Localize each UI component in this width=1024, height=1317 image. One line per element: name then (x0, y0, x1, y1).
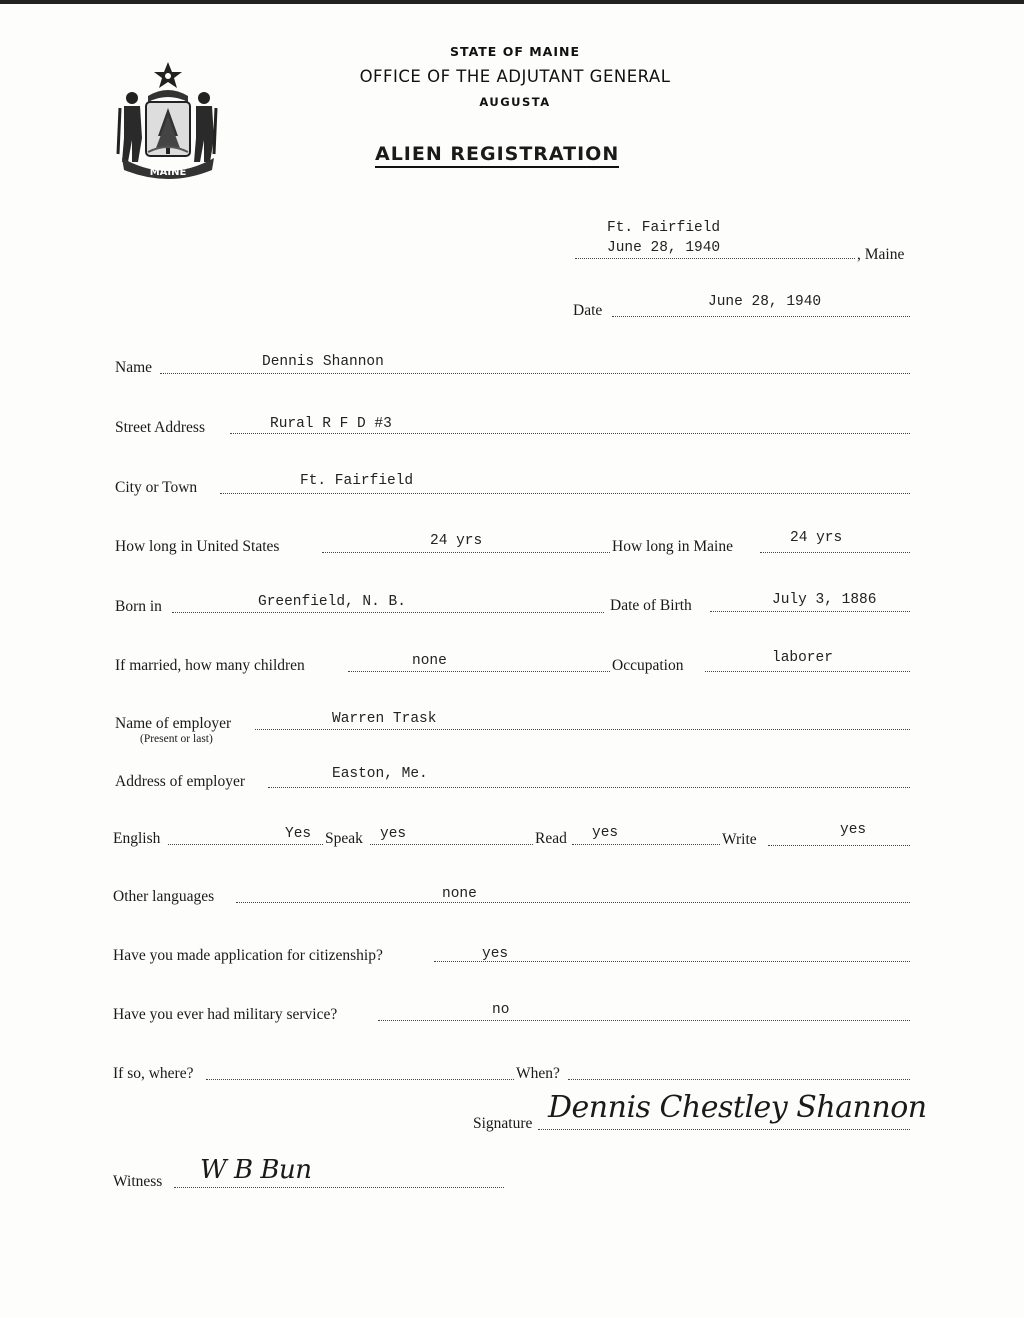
born-value: Greenfield, N. B. (258, 594, 406, 610)
children-label: If married, how many children (115, 657, 305, 674)
street-line (230, 433, 910, 434)
write-line (768, 845, 910, 846)
witness-value: W B Bun (200, 1155, 312, 1185)
read-label: Read (535, 830, 567, 847)
when-line (568, 1079, 910, 1080)
occupation-value: laborer (772, 650, 833, 666)
citizenship-label: Have you made application for citizenship? (113, 947, 383, 964)
maine-years-label: How long in Maine (612, 538, 733, 555)
state-heading: STATE OF MAINE (450, 44, 580, 59)
office-heading: OFFICE OF THE ADJUTANT GENERAL (359, 67, 671, 86)
employer-value: Warren Trask (332, 711, 437, 727)
employer-line (255, 729, 910, 730)
where-label: If so, where? (113, 1065, 194, 1082)
born-label: Born in (115, 598, 162, 615)
place-date-value: June 28, 1940 (607, 240, 721, 256)
top-border (0, 0, 1024, 4)
name-value: Dennis Shannon (262, 354, 384, 370)
signature-label: Signature (473, 1115, 533, 1132)
speak-value: yes (380, 826, 407, 842)
english-line (168, 844, 323, 845)
read-value: yes (592, 825, 619, 841)
children-line (348, 671, 610, 672)
date-line (612, 316, 910, 317)
us-years-line (322, 552, 610, 553)
us-years-label: How long in United States (115, 538, 280, 555)
place-town-value: Ft. Fairfield (607, 220, 721, 236)
read-line (572, 844, 720, 845)
born-line (172, 612, 604, 613)
maine-years-value: 24 yrs (790, 530, 843, 546)
city-value: Ft. Fairfield (300, 473, 414, 489)
where-line (206, 1079, 514, 1080)
signature-value: Dennis Chestley Shannon (548, 1090, 927, 1125)
employer-address-label: Address of employer (115, 773, 245, 790)
occupation-line (705, 671, 910, 672)
city-heading: AUGUSTA (479, 95, 551, 109)
witness-line (174, 1187, 504, 1188)
seal-banner-text: MAINE (149, 167, 187, 178)
signature-line (538, 1129, 910, 1130)
street-label: Street Address (115, 419, 205, 436)
name-label: Name (115, 359, 153, 376)
form-title: ALIEN REGISTRATION (375, 143, 619, 168)
state-seal-icon (112, 58, 224, 184)
place-suffix: , Maine (857, 246, 905, 263)
speak-line (370, 844, 533, 845)
military-line (378, 1020, 910, 1021)
occupation-label: Occupation (612, 657, 684, 674)
employer-address-value: Easton, Me. (332, 766, 428, 782)
english-label: English (113, 830, 161, 847)
employer-label: Name of employer (115, 715, 232, 732)
us-years-value: 24 yrs (430, 533, 483, 549)
street-value: Rural R F D #3 (270, 416, 392, 432)
write-value: yes (840, 822, 867, 838)
employer-sublabel: (Present or last) (140, 733, 213, 745)
employer-address-line (268, 787, 910, 788)
children-value: none (412, 653, 447, 669)
write-label: Write (722, 831, 757, 848)
english-value: Yes (285, 826, 312, 842)
other-languages-line (236, 902, 910, 903)
date-value: June 28, 1940 (708, 294, 822, 310)
other-languages-label: Other languages (113, 888, 215, 905)
dob-value: July 3, 1886 (772, 592, 877, 608)
date-label: Date (573, 302, 603, 319)
maine-years-line (760, 552, 910, 553)
dob-label: Date of Birth (610, 597, 692, 614)
military-value: no (492, 1002, 510, 1018)
witness-label: Witness (113, 1173, 163, 1190)
military-label: Have you ever had military service? (113, 1006, 338, 1023)
citizenship-value: yes (482, 946, 509, 962)
dob-line (710, 611, 910, 612)
city-label: City or Town (115, 479, 198, 496)
name-line (160, 373, 910, 374)
other-languages-value: none (442, 886, 477, 902)
city-line (220, 493, 910, 494)
when-label: When? (516, 1065, 560, 1082)
place-line (575, 258, 855, 259)
speak-label: Speak (325, 830, 363, 847)
